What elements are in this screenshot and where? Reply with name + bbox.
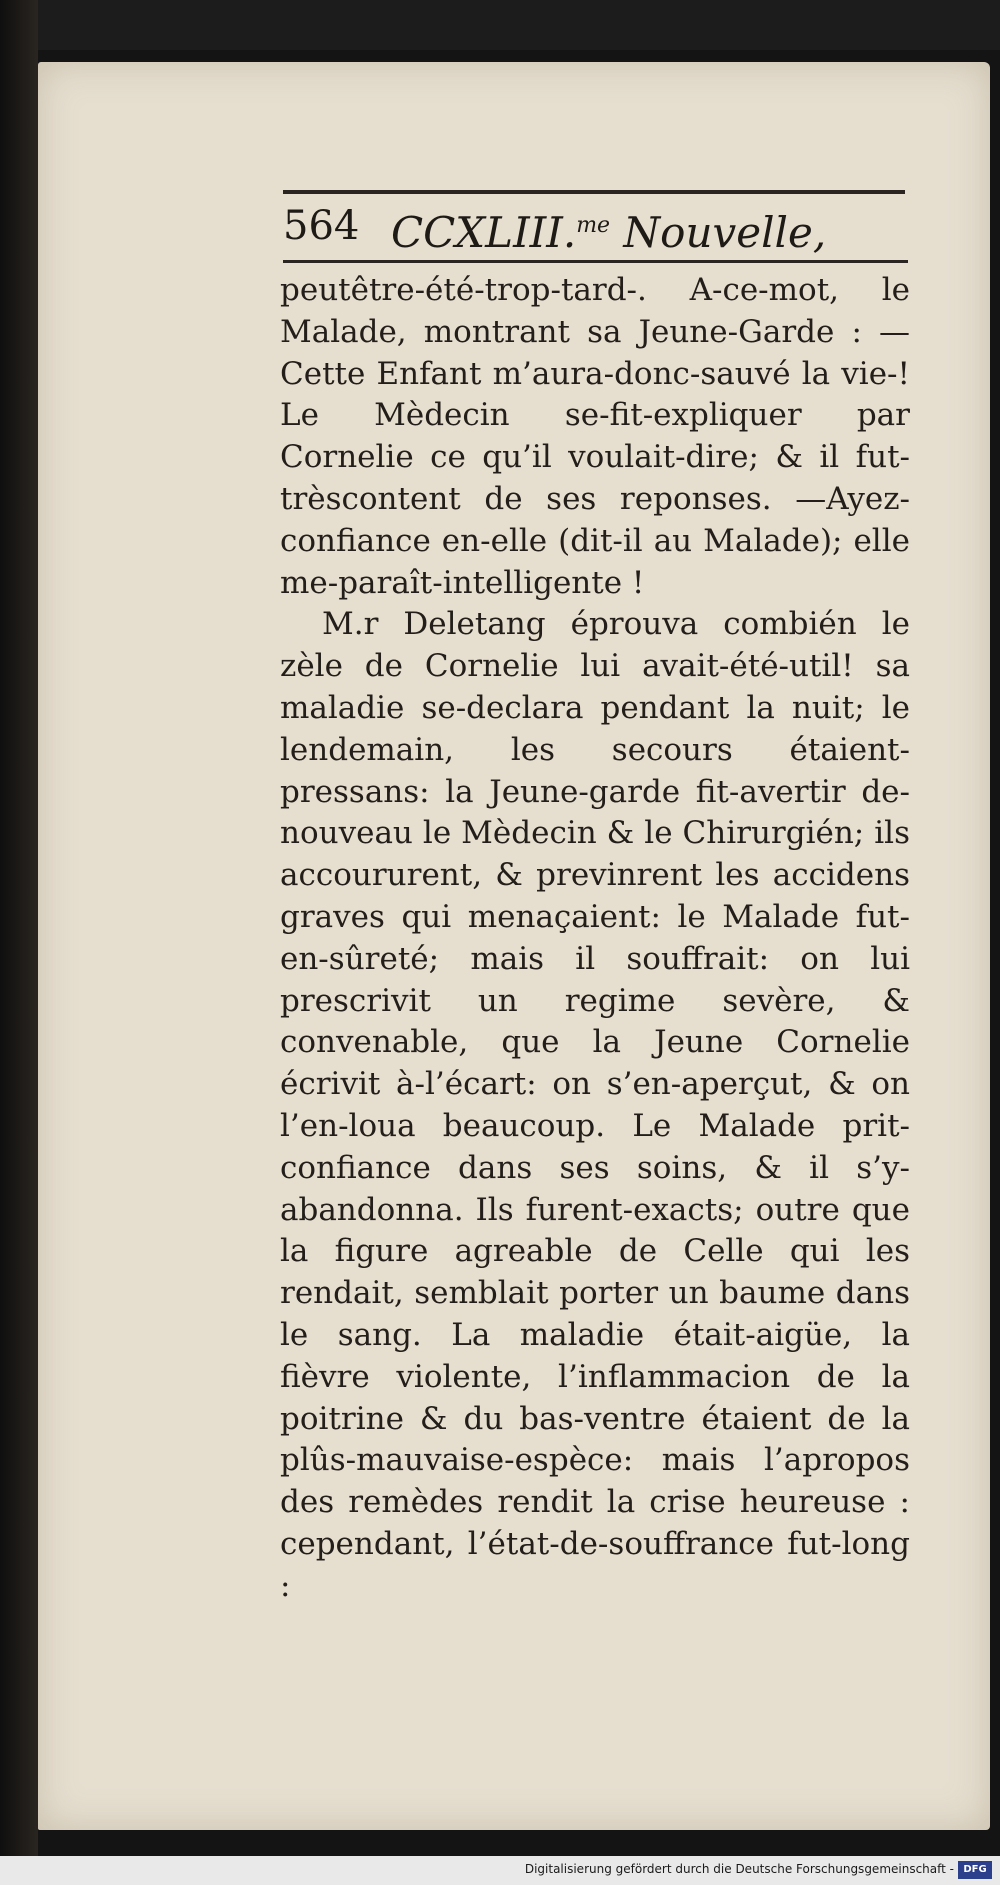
scan-top-band bbox=[0, 0, 1000, 50]
page-number: 564 bbox=[283, 203, 360, 249]
running-head-superscript: me bbox=[576, 213, 611, 238]
header-rule-top bbox=[283, 190, 905, 194]
header-rule-bottom bbox=[283, 260, 908, 263]
running-head bbox=[391, 196, 826, 263]
paragraph: M.r Deletang éprouva combién le zèle de Cornelie lui avait-été-util! sa maladie se-declara pendant la nuit; le lendemain, les secours étaient-pressans: la Jeune-garde fit-avertir de-nouveau le Mèdecin & le Chirurgién; ils accoururent, & previnrent les accidens graves qui menaçaient: le Malade fut-en-sûreté; mais il souffrait: on lui prescrivit un regime sevère, & convenable, que la Jeune Cornelie écrivit à-l’écart: on s’en-aperçut, & on l’en-loua beaucoup. Le Malade prit-confiance dans ses soins, & il s’y-abandonna. Ils furent-exacts; outre que la figure agreable de Celle qui les rendait, semblait porter un baume dans le sang. La maladie était-aigüe, la fièvre violente, l’inflammacion de la poitrine & du bas-ventre étaient de la plûs-mauvaise-espèce: mais l’apropos des remèdes rendit la crise heureuse : cependant, l’état-de-souffrance fut-long : bbox=[280, 606, 910, 1604]
paragraph: peutêtre-été-trop-tard-. A-ce-mot, le Malade, montrant sa Jeune-Garde : —Cette Enfant m’aura-donc-sauvé la vie-! Le Mèdecin se-fit-expliquer par Cornelie ce qu’il voulait-dire; & il fut-trèscontent de ses reponses. —Ayez-confiance en-elle (dit-il au Malade); elle me-paraît-intelligente ! bbox=[280, 272, 910, 601]
digitization-footer bbox=[0, 1856, 1000, 1885]
running-head-numeral: CCXLIII. bbox=[391, 208, 577, 257]
body-text bbox=[280, 270, 910, 1608]
dfg-logo: DFG bbox=[958, 1861, 992, 1879]
funding-credit: Digitalisierung gefördert durch die Deutsche Forschungsgemeinschaft - bbox=[524, 1862, 954, 1876]
running-head-title: Nouvelle, bbox=[610, 208, 827, 257]
page-header bbox=[283, 196, 905, 256]
scan-left-edge bbox=[0, 0, 38, 1885]
